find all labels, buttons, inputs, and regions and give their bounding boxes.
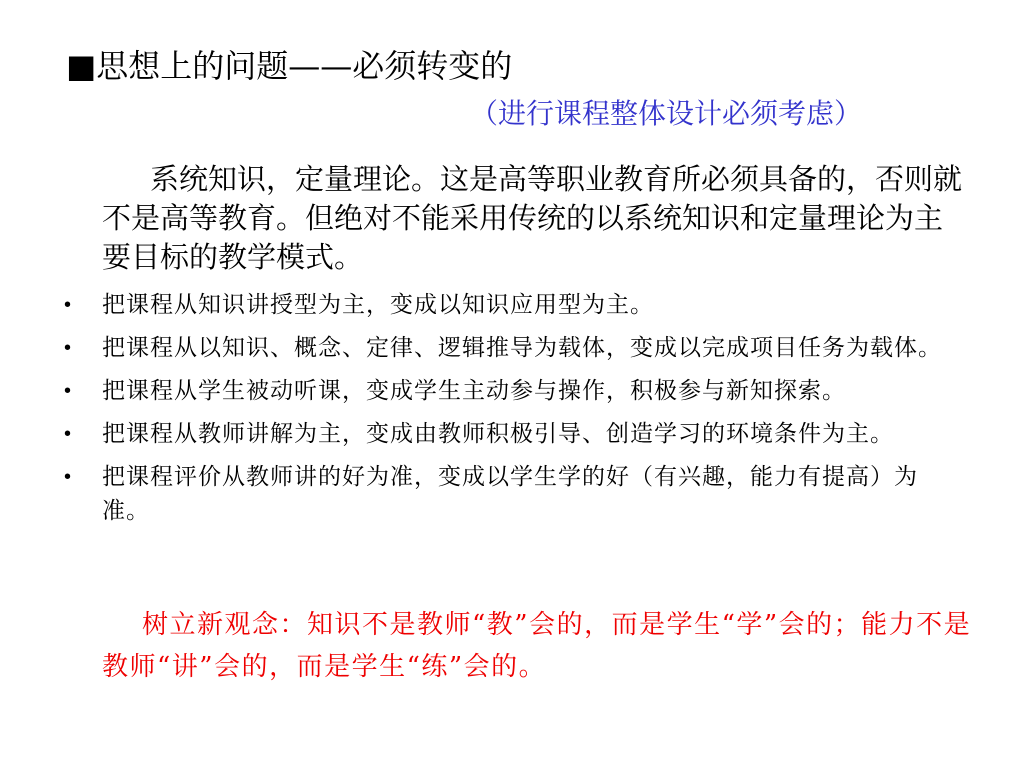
bullet-list [64, 288, 964, 537]
bullet-text: 把课程从学生被动听课，变成学生主动参与操作，积极参与新知探索。 [102, 378, 846, 404]
bullet-text: 把课程从知识讲授型为主，变成以知识应用型为主。 [102, 292, 654, 318]
bullet-text: 把课程评价从教师讲的好为准，变成以学生学的好（有兴趣，能力有提高）为准。 [102, 464, 918, 524]
bullet-item [64, 331, 964, 365]
bullet-icon: • [64, 294, 73, 316]
bullet-icon: • [64, 380, 73, 402]
intro-paragraph: 系统知识，定量理论。这是高等职业教育所必须具备的，否则就不是高等教育。但绝对不能采用传统的以系统知识和定量理论为主要目标的教学模式。 [102, 162, 963, 274]
bullet-item [64, 288, 964, 322]
bullet-icon: • [64, 337, 73, 359]
bullet-text: 把课程从以知识、概念、定律、逻辑推导为载体，变成以完成项目任务为载体。 [102, 335, 942, 361]
bullet-item [64, 417, 964, 451]
bullet-item [64, 460, 964, 528]
slide-title: ■思想上的问题——必须转变的 [66, 47, 513, 85]
key-concept-note: 树立新观念：知识不是教师“教”会的，而是学生“学”会的；能力不是教师“讲”会的，而是学生“练”会的。 [102, 610, 972, 682]
bullet-icon: • [64, 466, 73, 488]
bullet-item [64, 374, 964, 408]
bullet-text: 把课程从教师讲解为主，变成由教师积极引导、创造学习的环境条件为主。 [102, 421, 894, 447]
slide-subtitle: （进行课程整体设计必须考虑） [470, 97, 863, 130]
bullet-icon: • [64, 423, 73, 445]
